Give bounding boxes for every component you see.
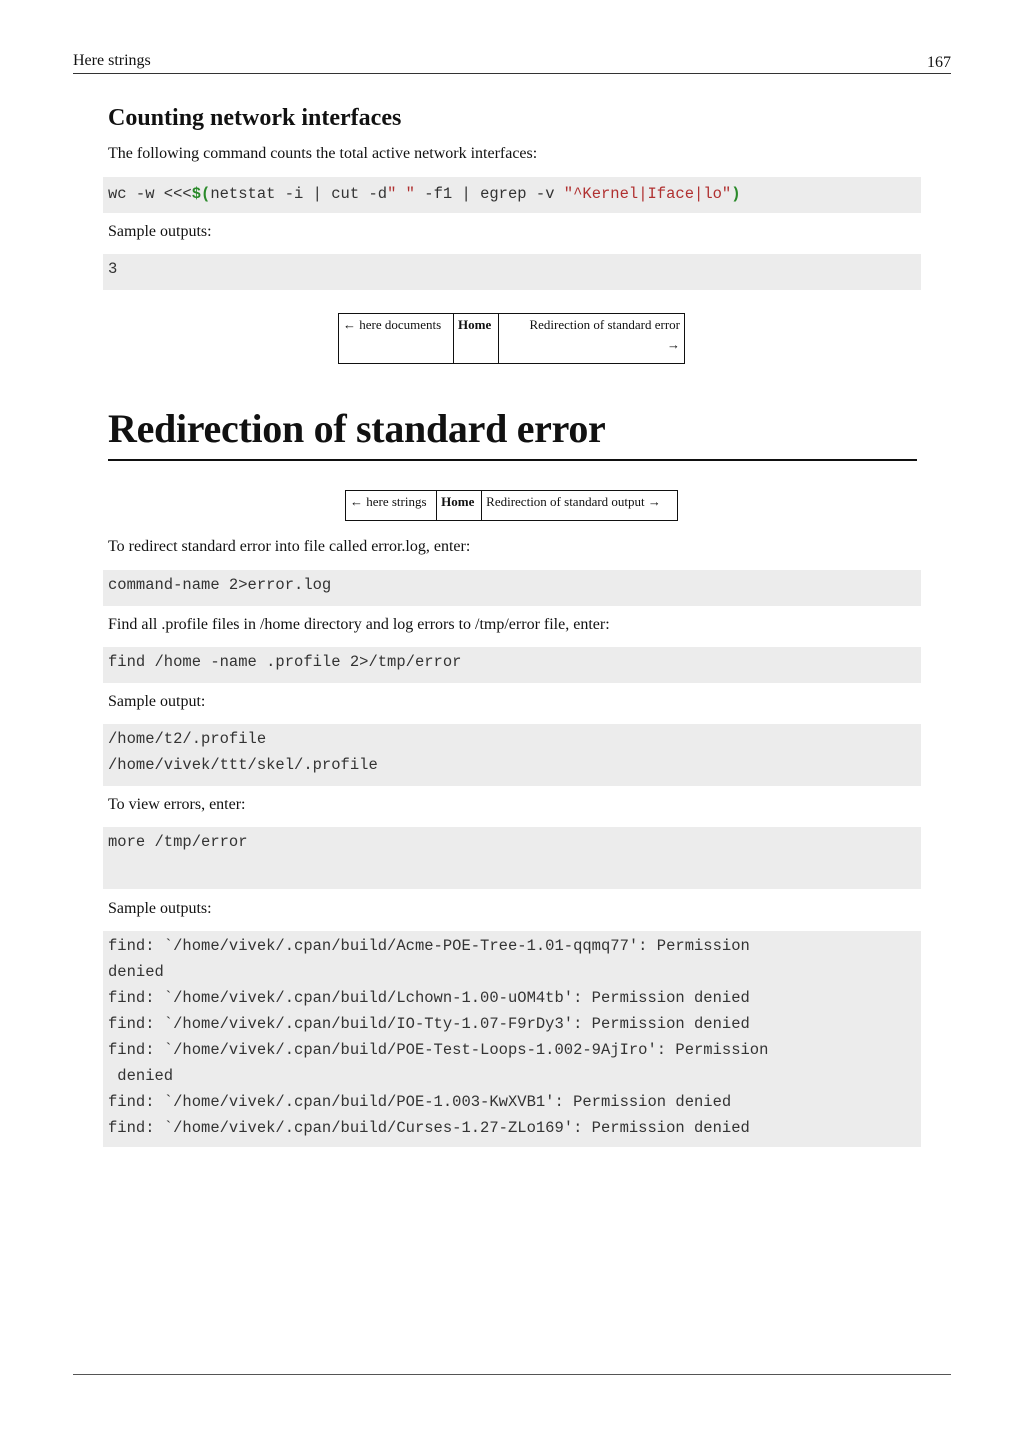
sample-output-label: Sample output: bbox=[108, 693, 206, 710]
nav-prev-link[interactable]: ← here documents bbox=[339, 314, 454, 364]
code-line: /home/vivek/ttt/skel/.profile bbox=[108, 756, 378, 774]
paragraph-find-profile: Find all .profile files in /home directory and log errors to /tmp/error file, enter: bbox=[108, 616, 610, 633]
code-text: -f1 | egrep -v bbox=[414, 185, 564, 203]
nav-prev-link[interactable]: ← here strings bbox=[346, 491, 437, 521]
code-line: denied bbox=[108, 963, 164, 981]
code-line: /home/t2/.profile bbox=[108, 730, 267, 748]
code-block-sample-output: 3 bbox=[103, 254, 921, 290]
section-heading-counting: Counting network interfaces bbox=[108, 105, 402, 131]
nav-next-label: Redirection of standard error bbox=[529, 317, 680, 332]
nav-home-link[interactable]: Home bbox=[454, 314, 499, 364]
sample-outputs-label: Sample outputs: bbox=[108, 900, 212, 917]
nav-next-link[interactable] bbox=[499, 314, 685, 364]
code-string: " " bbox=[387, 185, 415, 203]
header-title: Here strings bbox=[73, 52, 151, 69]
code-line: denied bbox=[108, 1067, 174, 1085]
code-text: wc -w <<< bbox=[108, 185, 192, 203]
code-block-find: find /home -name .profile 2>/tmp/error bbox=[103, 647, 921, 683]
title-rule bbox=[108, 459, 917, 461]
page-number: 167 bbox=[927, 54, 951, 71]
nav-next-link[interactable]: Redirection of standard output → bbox=[482, 491, 678, 521]
code-text: netstat -i | cut -d bbox=[210, 185, 388, 203]
nav-next-arrow: → bbox=[667, 337, 680, 352]
code-subshell-open: $( bbox=[191, 185, 211, 203]
nav-home-link[interactable]: Home bbox=[437, 491, 482, 521]
code-subshell-close: ) bbox=[731, 185, 741, 203]
code-block-sample-output bbox=[103, 724, 921, 786]
paragraph-view-errors: To view errors, enter: bbox=[108, 796, 246, 813]
code-line: find: `/home/vivek/.cpan/build/Lchown-1.00-uOM4tb': Permission denied bbox=[108, 989, 750, 1007]
navigation-table-top bbox=[338, 313, 685, 364]
code-block-count-interfaces bbox=[103, 177, 921, 213]
code-block-redirect: command-name 2>error.log bbox=[103, 570, 921, 606]
sample-outputs-label: Sample outputs: bbox=[108, 223, 212, 240]
code-line: find: `/home/vivek/.cpan/build/POE-1.003-KwXVB1': Permission denied bbox=[108, 1093, 732, 1111]
code-line: find: `/home/vivek/.cpan/build/Curses-1.27-ZLo169': Permission denied bbox=[108, 1119, 750, 1137]
footer-rule bbox=[73, 1374, 951, 1375]
running-header bbox=[73, 50, 951, 74]
chapter-title: Redirection of standard error bbox=[108, 406, 606, 451]
section1-intro: The following command counts the total active network interfaces: bbox=[108, 145, 538, 162]
paragraph-redirect-intro: To redirect standard error into file called error.log, enter: bbox=[108, 538, 471, 555]
code-line: find: `/home/vivek/.cpan/build/IO-Tty-1.07-F9rDy3': Permission denied bbox=[108, 1015, 750, 1033]
code-line: find: `/home/vivek/.cpan/build/POE-Test-Loops-1.002-9AjIro': Permission bbox=[108, 1041, 769, 1059]
navigation-table-chapter bbox=[345, 490, 678, 521]
code-string: "^Kernel|Iface|lo" bbox=[563, 185, 732, 203]
code-block-errors-output bbox=[103, 931, 921, 1147]
code-line: find: `/home/vivek/.cpan/build/Acme-POE-Tree-1.01-qqmq77': Permission bbox=[108, 937, 750, 955]
code-block-more: more /tmp/error bbox=[103, 827, 921, 889]
